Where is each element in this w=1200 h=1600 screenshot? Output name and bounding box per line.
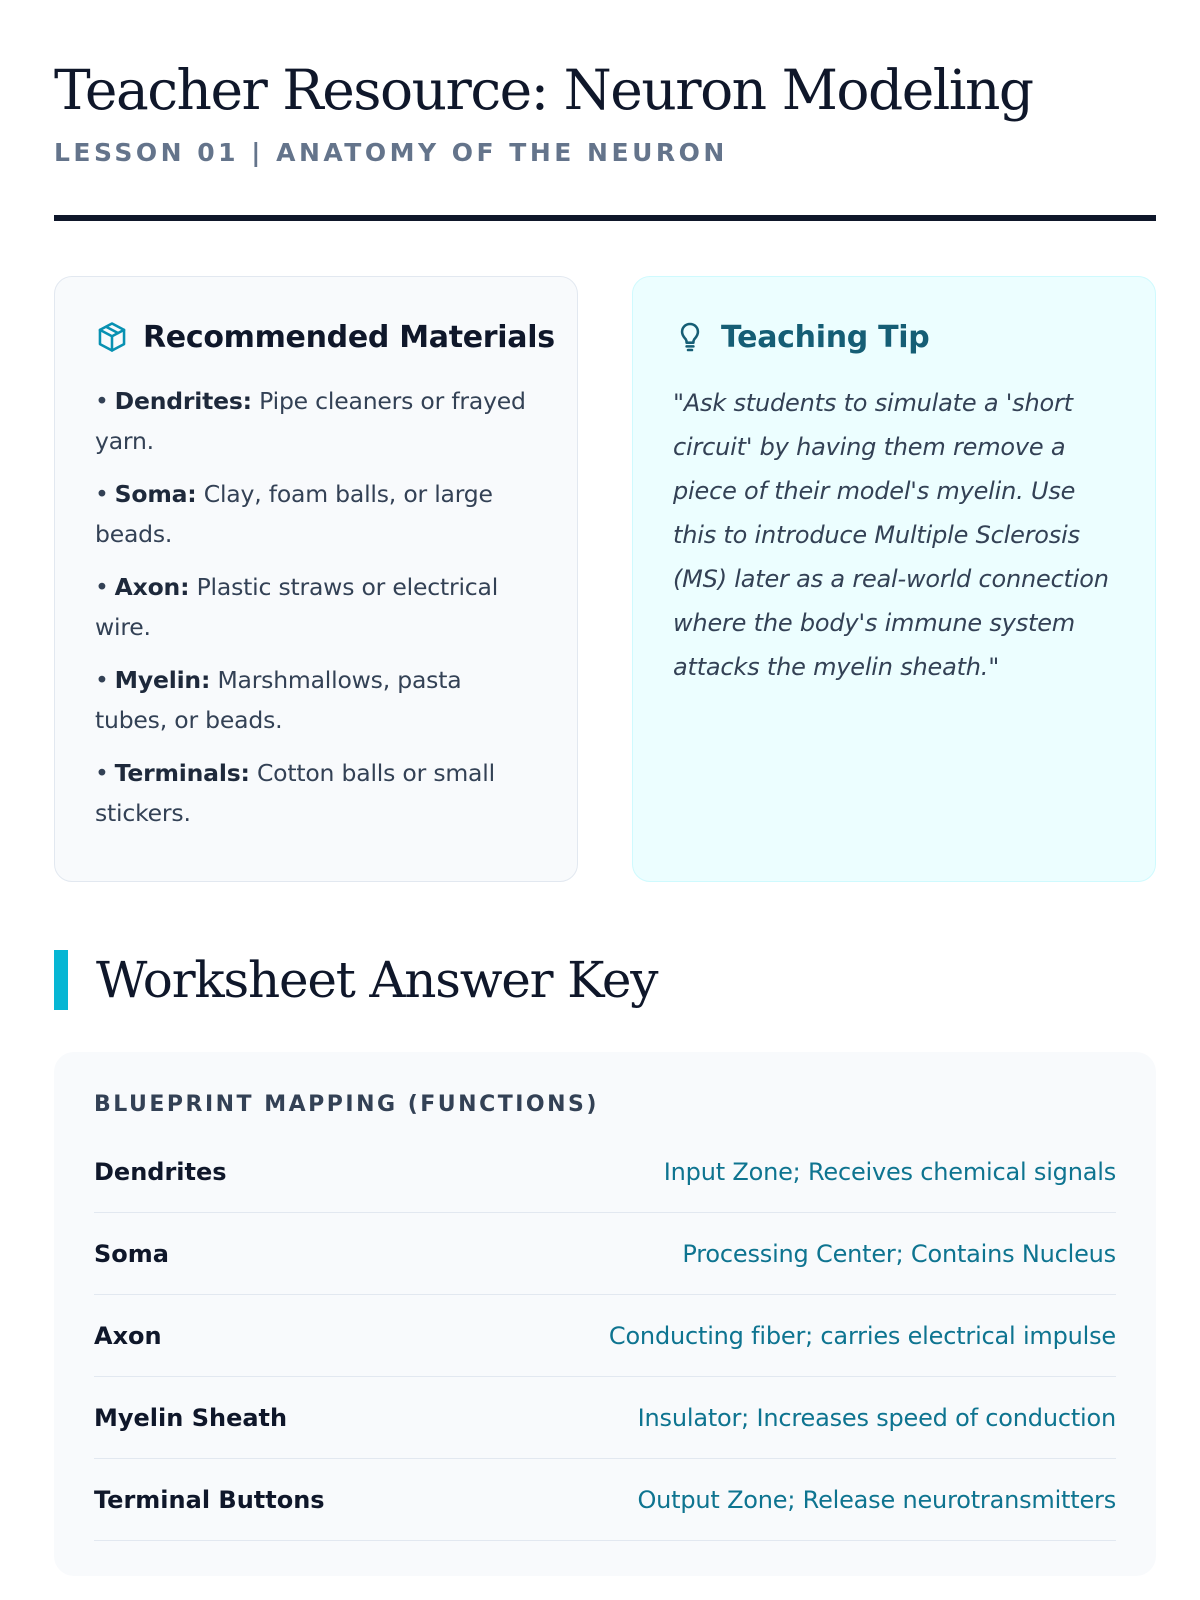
- material-term: Soma:: [114, 480, 197, 508]
- table-row: [94, 1295, 1116, 1377]
- tip-text: "Ask students to simulate a 'short circuit' by having them remove a piece of their model's myelin. Use this to introduce Multiple Sclerosis (MS) later as a real-world connection where the body's immune system attacks the myelin sheath.": [673, 389, 1109, 681]
- table-row: [94, 1131, 1116, 1213]
- table-row: [94, 1377, 1116, 1459]
- materials-card: [54, 276, 578, 882]
- header-divider: [54, 215, 1156, 221]
- tip-header: [673, 315, 1115, 359]
- table-row: [94, 1213, 1116, 1295]
- key-term: Myelin Sheath: [94, 1403, 288, 1432]
- key-definition: Input Zone; Receives chemical signals: [663, 1157, 1116, 1186]
- key-definition: Output Zone; Release neurotransmitters: [637, 1485, 1116, 1514]
- page-title: Teacher Resource: Neuron Modeling: [54, 58, 1033, 122]
- key-definition: Insulator; Increases speed of conduction: [637, 1403, 1116, 1432]
- material-term: Myelin:: [114, 666, 211, 694]
- materials-list: [95, 381, 537, 833]
- material-text: Pipe cleaners or frayed yarn.: [95, 387, 526, 455]
- answer-key-heading: [54, 950, 657, 1010]
- material-term: Dendrites:: [114, 387, 252, 415]
- list-item: • Dendrites: Pipe cleaners or frayed yarn.: [95, 387, 526, 455]
- material-text: Plastic straws or electrical wire.: [95, 573, 499, 641]
- list-item: • Soma: Clay, foam balls, or large beads.: [95, 480, 493, 548]
- material-text: Cotton balls or small stickers.: [95, 759, 495, 827]
- lesson-subtitle: LESSON 01 | ANATOMY OF THE NEURON: [54, 138, 728, 167]
- table-row: [94, 1459, 1116, 1541]
- key-definition: Conducting fiber; carries electrical impulse: [608, 1321, 1116, 1350]
- key-term: Terminal Buttons: [94, 1485, 325, 1514]
- list-item: • Myelin: Marshmallows, pasta tubes, or beads.: [95, 666, 462, 734]
- materials-header: [95, 315, 555, 359]
- list-item: • Terminals: Cotton balls or small stickers.: [95, 759, 495, 827]
- lightbulb-icon: [673, 320, 707, 354]
- material-text: Clay, foam balls, or large beads.: [95, 480, 493, 548]
- key-term: Dendrites: [94, 1157, 227, 1186]
- material-text: Marshmallows, pasta tubes, or beads.: [95, 666, 462, 734]
- heading-accent-bar: [54, 950, 68, 1010]
- section-title: Worksheet Answer Key: [96, 951, 658, 1009]
- package-icon: [95, 320, 129, 354]
- materials-title: Recommended Materials: [143, 319, 555, 355]
- teaching-tip-card: [632, 276, 1156, 882]
- material-term: Terminals:: [114, 759, 250, 787]
- tip-title: Teaching Tip: [721, 319, 930, 355]
- answer-key-label: BLUEPRINT MAPPING (FUNCTIONS): [94, 1092, 599, 1117]
- answer-key-card: [54, 1052, 1156, 1576]
- key-definition: Processing Center; Contains Nucleus: [682, 1239, 1116, 1268]
- material-term: Axon:: [114, 573, 190, 601]
- key-term: Axon: [94, 1321, 162, 1350]
- key-term: Soma: [94, 1239, 169, 1268]
- list-item: • Axon: Plastic straws or electrical wire.: [95, 573, 499, 641]
